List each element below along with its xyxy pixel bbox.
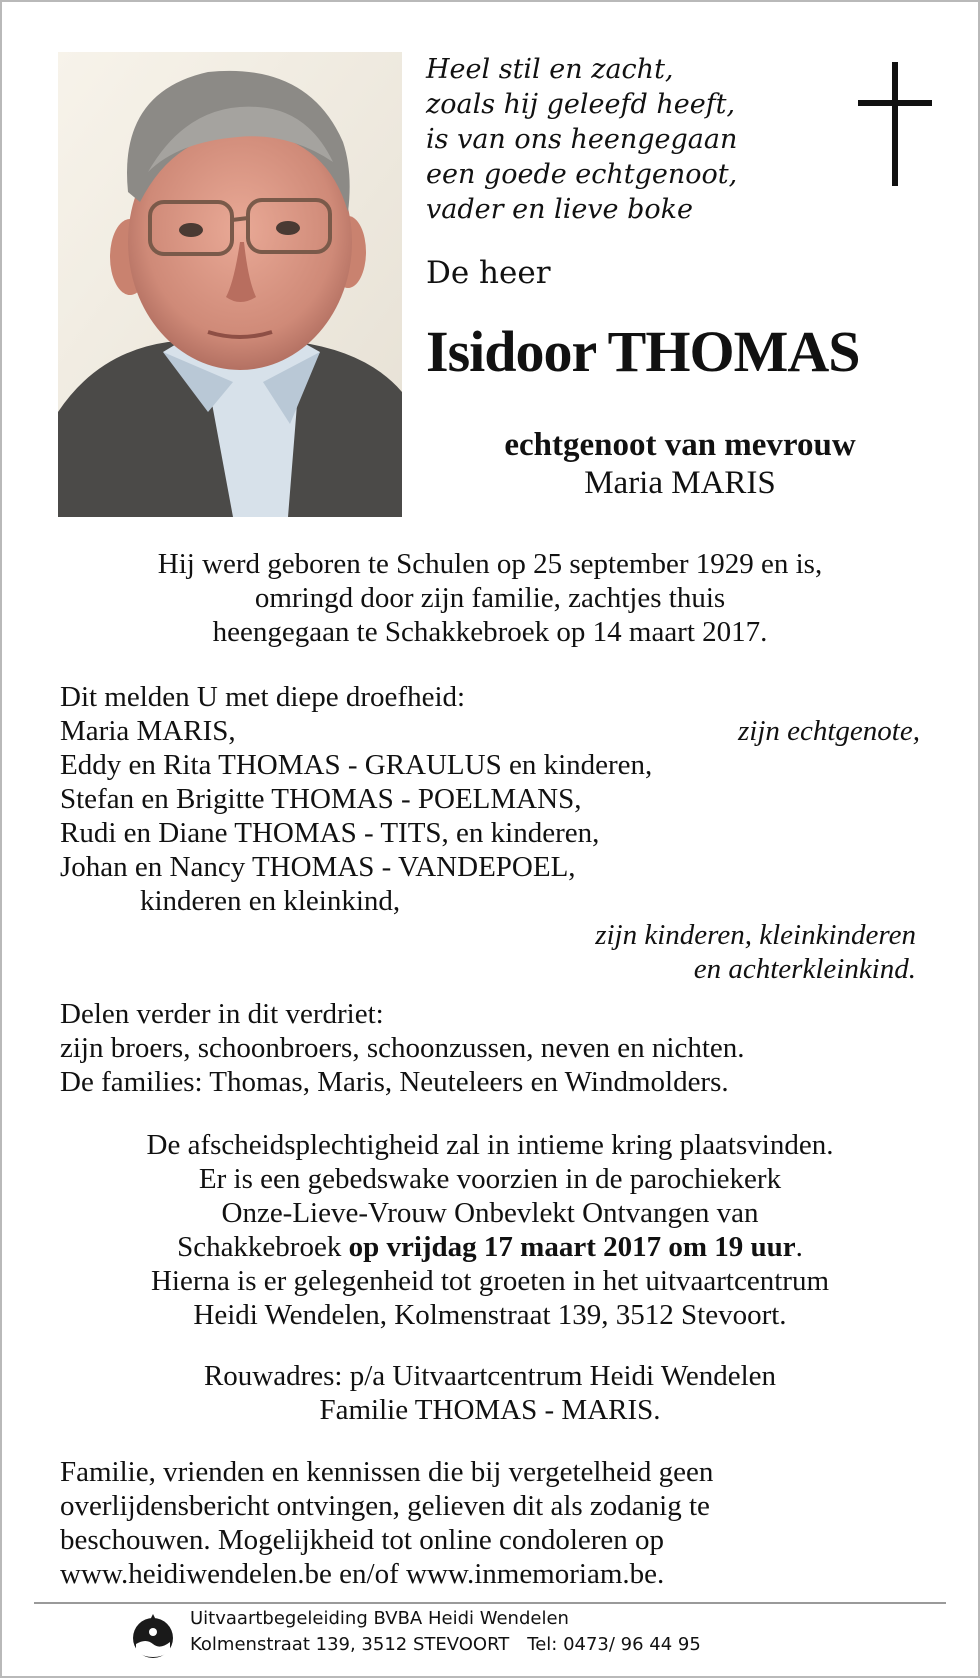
announcers-intro: Dit melden U met diepe droefheid:	[60, 681, 466, 713]
children-relation-line: zijn kinderen, kleinkinderen	[595, 919, 916, 951]
text-line: overlijdensbericht ontvingen, gelieven dit als zodanig te	[60, 1490, 710, 1522]
website-line: www.heidiwendelen.be en/of www.inmemoriam.be.	[60, 1558, 665, 1590]
text-line: Rouwadres: p/a Uitvaartcentrum Heidi Wendelen	[203, 1360, 777, 1392]
spouse-label: echtgenoot van mevrouw	[504, 427, 856, 463]
text-line: zijn broers, schoonbroers, schoonzussen, neven en nichten.	[60, 1032, 745, 1064]
poem-line: vader en lieve boke	[426, 194, 693, 225]
footer-info	[190, 1606, 701, 1658]
birth-death-paragraph	[60, 547, 920, 649]
text-line: Familie THOMAS - MARIS.	[319, 1394, 661, 1426]
child-line: Rudi en Diane THOMAS - TITS, en kinderen,	[60, 817, 600, 849]
text-line: De afscheidsplechtigheid zal in intieme kring plaatsvinden.	[146, 1129, 834, 1161]
child-line: Eddy en Rita THOMAS - GRAULUS en kinderen,	[60, 749, 653, 781]
address-block	[60, 1359, 920, 1427]
poem	[426, 52, 737, 227]
poem-line: een goede echtgenoot,	[426, 159, 738, 190]
sharing-block	[60, 997, 920, 1099]
portrait-photo	[58, 52, 402, 517]
ceremony-date-line	[60, 1230, 920, 1264]
text-line: Er is een gebedswake voorzien in de parochiekerk	[198, 1163, 782, 1195]
salutation: De heer	[426, 255, 551, 291]
funeral-home-logo-icon	[130, 1612, 176, 1662]
text-line: Heidi Wendelen, Kolmenstraat 139, 3512 Stevoort.	[193, 1299, 787, 1331]
poem-line: Heel stil en zacht,	[426, 54, 674, 85]
deceased-name: Isidoor THOMAS	[426, 319, 860, 384]
poem-line: is van ons heengegaan	[426, 124, 738, 155]
footer-contact-line	[190, 1632, 701, 1658]
text-line: Hij werd geboren te Schulen op 25 september 1929 en is,	[157, 548, 823, 580]
ceremony-block	[60, 1128, 920, 1332]
children-relation	[60, 918, 920, 986]
spouse-name: Maria MARIS	[584, 465, 776, 501]
text-fragment: Schakkebroek	[177, 1231, 349, 1263]
spouse-block	[440, 426, 920, 502]
text-line: Hierna is er gelegenheid tot groeten in het uitvaartcentrum	[150, 1265, 830, 1297]
footer-phone: Tel: 0473/ 96 44 95	[527, 1634, 701, 1655]
footer-address: Kolmenstraat 139, 3512 STEVOORT	[190, 1634, 510, 1655]
footer-divider	[34, 1602, 946, 1604]
text-line: omringd door zijn familie, zachtjes thuis	[254, 582, 726, 614]
text-line: Familie, vrienden en kennissen die bij vergetelheid geen	[60, 1456, 714, 1488]
poem-line: zoals hij geleefd heeft,	[426, 89, 736, 120]
spouse-line-name: Maria MARIS,	[60, 715, 236, 747]
children-sub-line: kinderen en kleinkind,	[140, 885, 401, 917]
ceremony-date: op vrijdag 17 maart 2017 om 19 uur	[348, 1231, 796, 1263]
children-relation-line: en achterkleinkind.	[693, 953, 916, 985]
announcers-block	[60, 680, 920, 986]
text-line: Onze-Lieve-Vrouw Onbevlekt Ontvangen van	[221, 1197, 759, 1229]
spouse-line	[60, 714, 920, 748]
spouse-line-relation: zijn echtgenote,	[737, 715, 920, 747]
child-line: Johan en Nancy THOMAS - VANDEPOEL,	[60, 851, 576, 883]
text-line: De families: Thomas, Maris, Neuteleers en Windmolders.	[60, 1066, 729, 1098]
text-line: Delen verder in dit verdriet:	[60, 998, 384, 1030]
text-fragment: .	[795, 1231, 803, 1263]
text-line: beschouwen. Mogelijkheid tot online condoleren op	[60, 1524, 665, 1556]
closing-block	[60, 1455, 920, 1591]
text-line: heengegaan te Schakkebroek op 14 maart 2017.	[212, 616, 768, 648]
footer-company: Uitvaartbegeleiding BVBA Heidi Wendelen	[190, 1608, 569, 1629]
cross-icon	[858, 62, 932, 186]
child-line: Stefan en Brigitte THOMAS - POELMANS,	[60, 783, 582, 815]
